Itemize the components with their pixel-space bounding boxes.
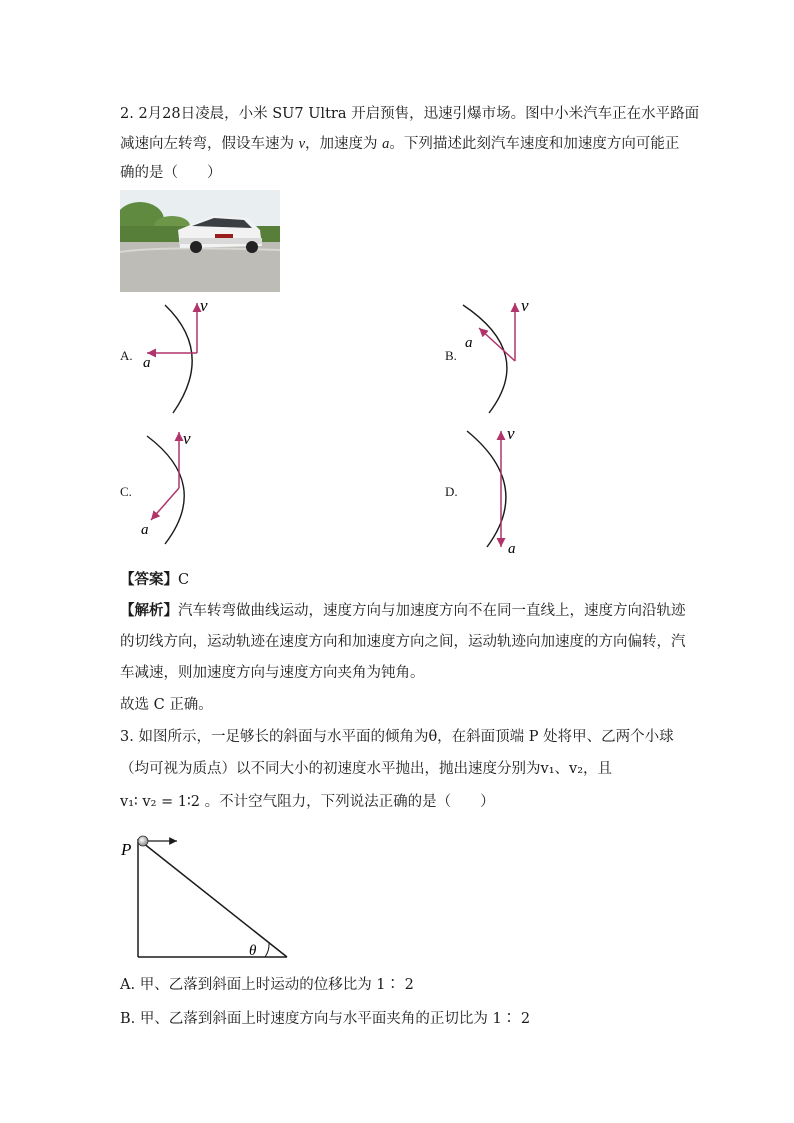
angle-arc	[265, 943, 269, 957]
q3-stem-line-2: （均可视为质点）以不同大小的初速度水平抛出，抛出速度分别为v₁、v₂，且	[120, 761, 613, 777]
acceleration-label: a	[465, 335, 473, 351]
incline-slope	[138, 839, 287, 957]
car-photo	[120, 190, 280, 292]
q3-stem-line-3: v₁∶ v₂ = 1∶2 。不计空气阻力，下列说法正确的是（ ）	[120, 794, 495, 810]
point-p-label: P	[121, 840, 132, 859]
q3-option-a: A. 甲、乙落到斜面上时运动的位移比为 1∶ 2	[120, 977, 414, 993]
velocity-label: v	[521, 296, 529, 315]
option-d-diagram	[455, 425, 555, 560]
acceleration-arrow	[479, 328, 515, 361]
car-photo-illustration	[120, 190, 280, 292]
option-c-diagram	[135, 428, 225, 553]
option-c-label: C.	[120, 484, 132, 499]
q2-stem-line-1: 2. 2月28日凌晨，小米 SU7 Ultra 开启预售，迅速引爆市场。图中小米汽车正在水平路面	[120, 106, 700, 122]
q2-stem-line-3: 确的是（ ）	[120, 165, 222, 181]
option-a-diagram	[135, 295, 225, 420]
velocity-label: v	[507, 425, 515, 443]
analysis-line-1: 【解析】汽车转弯做曲线运动，速度方向与加速度方向不在同一直线上，速度方向沿轨迹	[120, 602, 686, 619]
conclusion-line: 故选 C 正确。	[120, 697, 213, 713]
velocity-label: v	[183, 429, 191, 448]
option-a-label: A.	[120, 348, 133, 363]
option-b-diagram	[455, 295, 555, 420]
q2-stem-line-2: 减速向左转弯，假设车速为 v，加速度为 a。下列描述此刻汽车速度和加速度方向可能正	[120, 136, 680, 152]
analysis-line-2: 的切线方向，运动轨迹在速度方向和加速度方向之间，运动轨迹向加速度的方向偏转，汽	[120, 634, 686, 650]
ball	[138, 836, 148, 846]
q3-option-b: B. 甲、乙落到斜面上时速度方向与水平面夹角的正切比为 1∶ 2	[120, 1011, 531, 1027]
answer-line	[120, 570, 189, 590]
q3-stem-line-1: 3. 如图所示，一足够长的斜面与水平面的倾角为θ，在斜面顶端 P 处将甲、乙两个小球	[120, 729, 674, 745]
acceleration-label: a	[143, 355, 151, 371]
trajectory-curve	[165, 305, 192, 413]
analysis-tag: 【解析】	[120, 602, 178, 619]
theta-label: θ	[249, 943, 257, 959]
trajectory-curve	[463, 305, 507, 413]
acceleration-label: a	[508, 541, 516, 557]
option-d-label: D.	[445, 484, 458, 499]
trajectory-curve	[467, 431, 506, 547]
answer-value: C	[178, 572, 190, 588]
acceleration-arrow	[151, 488, 179, 520]
answer-tag: 【答案】	[120, 571, 178, 588]
acceleration-label: a	[141, 522, 149, 538]
velocity-label: v	[200, 296, 208, 315]
analysis-line-3: 车减速，则加速度方向与速度方向夹角为钝角。	[120, 665, 425, 681]
option-b-label: B.	[445, 348, 457, 363]
incline-figure	[115, 825, 305, 965]
